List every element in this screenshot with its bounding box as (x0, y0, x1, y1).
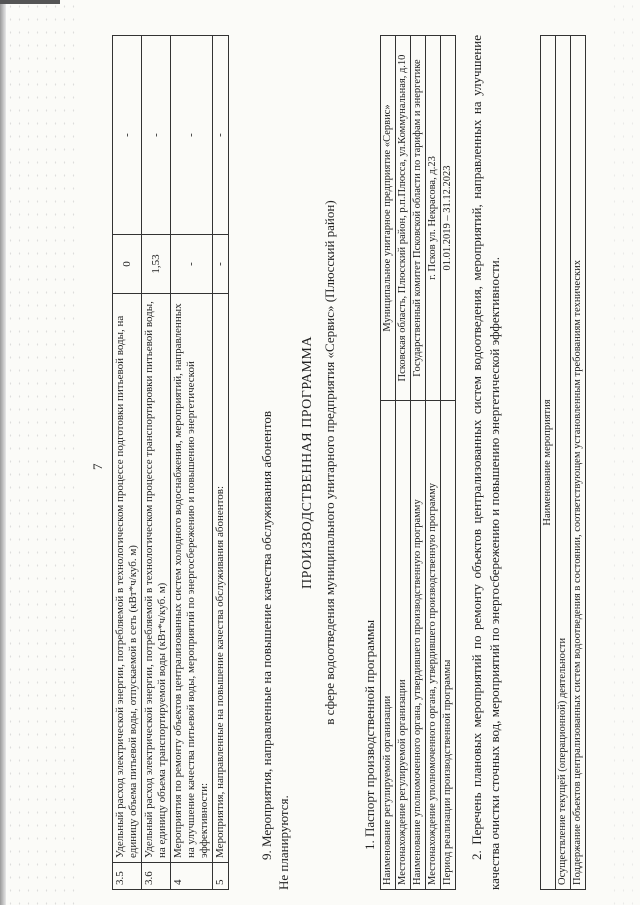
targets-table (112, 35, 229, 890)
table-row (171, 36, 213, 890)
passport-label: Местонахождение уполномоченного органа, утвердившего производственную программу (426, 401, 441, 890)
row-extra: - (142, 36, 171, 235)
section-9-heading: 9. Мероприятия, направленные на повышение качества обслуживания абонентов (259, 410, 274, 860)
row-value: - (171, 235, 213, 294)
measures-header: Наименование мероприятия (541, 36, 556, 890)
row-name: Удельный расход электрической энергии, потребляемой в технологическом процессе транспортировки питьевой воды, на единицу объема транспортируемой воды (кВт*ч/куб. м) (142, 294, 171, 863)
table-row (396, 36, 411, 890)
table-row (381, 36, 396, 890)
row-number: 4 (171, 863, 213, 890)
row-number: 3.5 (113, 863, 142, 890)
section-2-text: 2. Перечень плановых мероприятий по ремонту объектов централизованных систем водоотведения, мероприятий, направленных на улучшение качества очистки сточных вод, мероприятий по энергосбережению и повышению энергетической эффективности. (469, 35, 502, 890)
row-number: 3.6 (142, 863, 171, 890)
table-row (556, 36, 571, 890)
table-row (113, 36, 142, 890)
table-row (426, 36, 441, 890)
row-value: 0 (113, 235, 142, 294)
row-number: 5 (213, 863, 229, 890)
row-name: Мероприятия, направленные на повышение качества обслуживания абонентов: (213, 294, 229, 863)
page-number: 7 (90, 463, 105, 470)
table-row (571, 36, 586, 890)
scan-noise-left (6, 0, 76, 905)
row-value: - (213, 235, 229, 294)
section-9-text: Не планируются. (276, 795, 291, 890)
row-extra: - (171, 36, 213, 235)
measure-item: Осуществление текущей (операционной) деятельности (556, 36, 571, 890)
program-title: ПРОИЗВОДСТВЕННАЯ ПРОГРАММА (300, 336, 315, 589)
program-subtitle: в сфере водоотведения муниципального унитарного предприятия «Сервис» (Плюсский район) (322, 200, 337, 725)
row-name: Удельный расход электрической энергии, потребляемой в технологическом процессе подготовки питьевой воды, на единицу объема питьевой воды, отпускаемой в сеть (кВт*ч/куб. м) (113, 294, 142, 863)
scan-noise-right (610, 0, 640, 905)
passport-value: 01.01.2019 – 31.12.2023 (441, 36, 456, 401)
measure-item: Поддержание объектов централизованных систем водоотведения в состоянии, соответствующем установленным требованиям технических (571, 36, 586, 890)
row-extra: - (213, 36, 229, 235)
passport-table (380, 35, 456, 890)
section-2 (468, 35, 504, 890)
passport-label: Наименование регулируемой организации (381, 401, 396, 890)
table-row (142, 36, 171, 890)
table-row (441, 36, 456, 890)
passport-value: Муниципальное унитарное предприятие «Сервис» (381, 36, 396, 401)
passport-label: Местонахождение регулируемой организации (396, 401, 411, 890)
passport-label: Наименование уполномоченного органа, утвердившего производственную программу (411, 401, 426, 890)
row-name: Мероприятия по ремонту объектов централизованных систем холодного водоснабжения, мероприятий, направленных на улучшение качества питьевой воды, мероприятий по энергосбережению и повышению энергетической эффективности: (171, 294, 213, 863)
row-value: 1,53 (142, 235, 171, 294)
rotated-page-content (90, 30, 610, 890)
passport-value: г. Псков ул. Некрасова, д.23 (426, 36, 441, 401)
passport-value: Псковская область, Плюсский район, р.п.Плюсса, ул.Коммунальная, д.10 (396, 36, 411, 401)
passport-value: Государственный комитет Псковской области по тарифам и энергетике (411, 36, 426, 401)
table-row (213, 36, 229, 890)
section-9 (258, 70, 292, 890)
table-row (411, 36, 426, 890)
measures-table (540, 35, 586, 890)
passport-heading: 1. Паспорт производственной программы (362, 619, 377, 850)
row-extra: - (113, 36, 142, 235)
passport-label: Период реализации производственной программы (441, 401, 456, 890)
